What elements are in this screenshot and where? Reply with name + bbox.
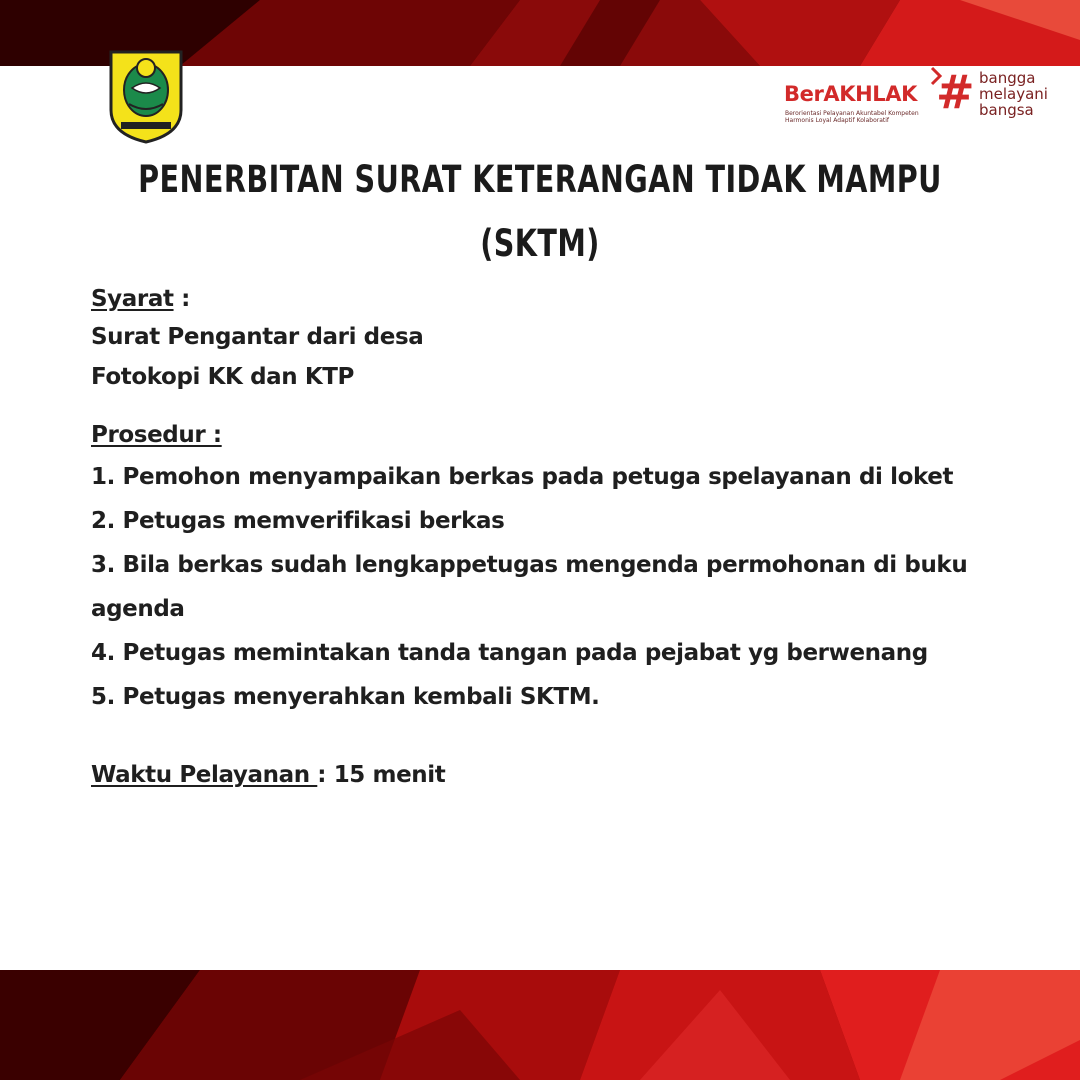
requirement-item-2: Fotokopi KK dan KTP [91, 364, 354, 390]
service-time-value: : 15 menit [317, 762, 446, 788]
procedure-step-1: 1. Pemohon menyampaikan berkas pada petuga spelayanan di loket [91, 464, 954, 490]
brand-tagline-2: melayani [979, 85, 1048, 103]
brand-tagline-1: bangga [979, 69, 1036, 87]
page-title-line2: (SKTM) [480, 222, 600, 265]
requirement-item-1: Surat Pengantar dari desa [91, 324, 424, 350]
procedure-step-3: 3. Bila berkas sudah lengkappetugas mengenda permohonan di buku [91, 552, 968, 578]
procedure-heading: Prosedur : [91, 422, 222, 448]
requirements-heading-colon: : [173, 286, 190, 312]
brand-tagline-3: bangsa [979, 101, 1034, 119]
brand-subtitle-line2: Harmonis Loyal Adaptif Kolaboratif [785, 117, 890, 124]
page-title-line1: PENERBITAN SURAT KETERANGAN TIDAK MAMPU [138, 158, 942, 201]
berakhlak-logo [784, 66, 1064, 126]
procedure-step-4: 4. Petugas memintakan tanda tangan pada pejabat yg berwenang [91, 640, 928, 666]
regional-emblem-logo [107, 48, 185, 144]
requirements-heading-row [91, 286, 190, 312]
service-time-label: Waktu Pelayanan [91, 762, 318, 788]
hashtag-icon: # [936, 65, 975, 119]
service-time-row [91, 762, 445, 788]
bottom-decorative-band [0, 970, 1080, 1080]
procedure-step-3-continued: agenda [91, 596, 185, 622]
procedure-step-5: 5. Petugas menyerahkan kembali SKTM. [91, 684, 600, 710]
brand-name: BerAKHLAK [784, 82, 918, 106]
brand-subtitle-line1: Berorientasi Pelayanan Akuntabel Kompeten [785, 110, 919, 117]
requirements-heading: Syarat [91, 286, 174, 312]
procedure-step-2: 2. Petugas memverifikasi berkas [91, 508, 505, 534]
